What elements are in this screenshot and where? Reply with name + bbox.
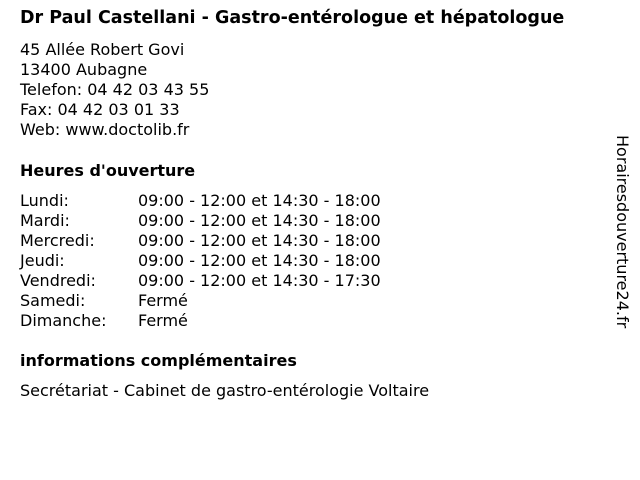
time-range: 09:00 - 12:00 et 14:30 - 18:00 xyxy=(138,211,381,230)
day-label: Jeudi: xyxy=(20,251,65,270)
hours-row-monday xyxy=(20,191,610,211)
contact-block xyxy=(20,40,610,140)
day-label: Lundi: xyxy=(20,191,69,210)
city-postcode: 13400 Aubagne xyxy=(20,60,148,79)
phone-number: Telefon: 04 42 03 43 55 xyxy=(20,80,210,99)
time-range: 09:00 - 12:00 et 14:30 - 18:00 xyxy=(138,251,381,270)
page-title: Dr Paul Castellani - Gastro-entérologue et hépatologue xyxy=(20,8,565,28)
time-range: Fermé xyxy=(138,311,188,330)
day-label: Mardi: xyxy=(20,211,70,230)
hours-row-wednesday xyxy=(20,231,610,251)
hours-row-sunday xyxy=(20,311,610,331)
time-range: 09:00 - 12:00 et 14:30 - 17:30 xyxy=(138,271,381,290)
hours-row-tuesday xyxy=(20,211,610,231)
opening-hours-heading: Heures d'ouverture xyxy=(20,161,196,180)
time-range: 09:00 - 12:00 et 14:30 - 18:00 xyxy=(138,231,381,250)
additional-info-text: Secrétariat - Cabinet de gastro-entérologie Voltaire xyxy=(20,381,430,400)
hours-row-saturday xyxy=(20,291,610,311)
day-label: Vendredi: xyxy=(20,271,96,290)
day-label: Dimanche: xyxy=(20,311,107,330)
hours-row-thursday xyxy=(20,251,610,271)
day-label: Samedi: xyxy=(20,291,86,310)
practice-card xyxy=(20,8,610,401)
additional-info-heading: informations complémentaires xyxy=(20,351,297,370)
hours-row-friday xyxy=(20,271,610,291)
day-label: Mercredi: xyxy=(20,231,95,250)
website: Web: www.doctolib.fr xyxy=(20,120,190,139)
opening-hours-table xyxy=(20,191,610,331)
time-range: Fermé xyxy=(138,291,188,310)
fax-number: Fax: 04 42 03 01 33 xyxy=(20,100,180,119)
site-watermark: Horairesdouverture24.fr xyxy=(613,135,632,329)
time-range: 09:00 - 12:00 et 14:30 - 18:00 xyxy=(138,191,381,210)
street-address: 45 Allée Robert Govi xyxy=(20,40,185,59)
